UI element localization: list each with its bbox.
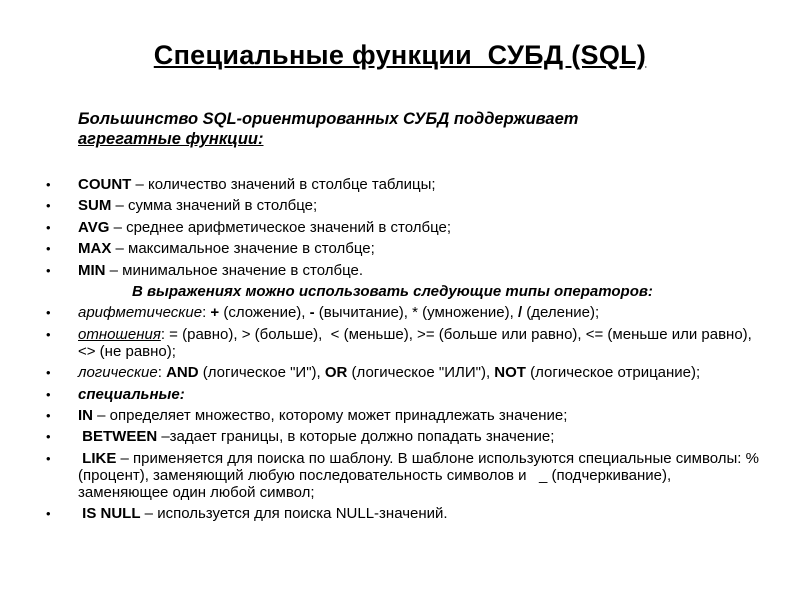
keyword: MAX (78, 240, 112, 258)
list-item-special: • специальные: (0, 386, 800, 403)
list-item-in (0, 407, 800, 424)
description: – применяется для поиска по шаблону. В шаблоне используются специальные символы: % (процент), заменяющий любую последовательность символов и _ (подчеркивание), заменяющее один любой символ; (78, 449, 764, 501)
description: – используется для поиска NULL-значений. (140, 505, 448, 523)
keyword: COUNT (78, 176, 132, 193)
list-item-arithmetic: • арифметические: + (сложение), - (вычитание), * (умножение), / (деление); (0, 304, 800, 321)
list-item-sum (0, 197, 800, 214)
list-item-avg (0, 219, 800, 236)
description: – минимальное значение в столбце. (105, 261, 364, 279)
keyword: MIN (78, 261, 106, 279)
description: : = (равно), > (больше), < (меньше), >= (больше или равно), <= (меньше или равно), <> (не равно); (78, 325, 761, 360)
description: – максимальное значение в столбце; (111, 240, 375, 258)
keyword: AVG (78, 218, 110, 236)
description: – среднее арифметическое значений в столбце; (109, 218, 452, 236)
list-item-logical: • логические: AND (логическое "И"), OR (логическое "ИЛИ"), NOT (логическое отрицание); (0, 364, 800, 381)
list-item-is-null (0, 505, 800, 522)
list-item-max (0, 240, 800, 257)
list-item-relational (0, 326, 800, 360)
list-item-min (0, 262, 800, 279)
list-item-like (0, 450, 800, 501)
intro-text (78, 109, 758, 149)
keyword: IS NULL (78, 505, 141, 523)
keyword: IN (78, 406, 93, 424)
description: – сумма значений в столбце; (111, 197, 318, 215)
category-label: специальные (78, 385, 180, 403)
category-label: арифметические (78, 304, 203, 322)
intro-line-1: Большинство SQL-ориентированных СУБД поддерживает (78, 110, 579, 128)
list-item-between (0, 428, 800, 445)
description: – определяет множество, которому может принадлежать значение; (93, 406, 568, 424)
keyword: SUM (78, 197, 112, 215)
category-label: отношения (78, 325, 161, 343)
keyword: LIKE (78, 449, 117, 467)
operators-heading: В выражениях можно использовать следующие типы операторов: (132, 282, 653, 300)
list-item-count (0, 176, 800, 193)
description: – количество значений в столбце таблицы; (131, 176, 436, 193)
keyword: BETWEEN (78, 428, 158, 446)
category-label: логические (78, 364, 158, 382)
slide-title: Специальные функции СУБД (SQL) (153, 40, 647, 70)
content-list (0, 176, 800, 526)
intro-line-2: агрегатные функции: (78, 130, 264, 148)
description: –задает границы, в которые должно попадать значение; (157, 428, 555, 446)
